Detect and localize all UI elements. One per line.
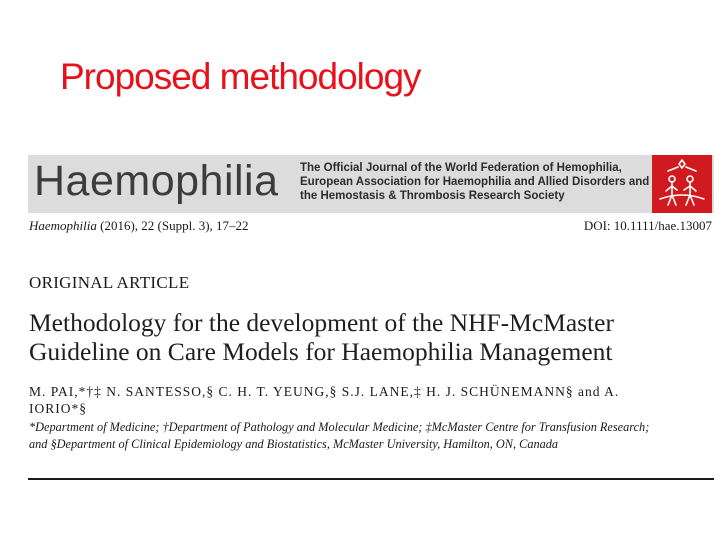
affiliations bbox=[29, 419, 649, 453]
article-title-line: Methodology for the development of the NHF-McMaster bbox=[29, 308, 614, 337]
citation-journal: Haemophilia bbox=[29, 218, 97, 233]
authors-line: M. PAI,*†‡ N. SANTESSO,§ C. H. T. YEUNG,§ S.J. LANE,‡ H. J. SCHÜNEMANN§ and A. bbox=[29, 384, 620, 399]
slide-title: Proposed methodology bbox=[60, 56, 421, 97]
article-title-line: Guideline on Care Models for Haemophilia Management bbox=[29, 337, 613, 366]
journal-logo-icon bbox=[652, 155, 712, 213]
article-title bbox=[29, 308, 614, 366]
journal-citation bbox=[29, 218, 249, 234]
journal-description-line: The Official Journal of the World Federation of Hemophilia, bbox=[300, 162, 622, 174]
authors-line: IORIO*§ bbox=[29, 401, 87, 416]
divider bbox=[28, 478, 714, 480]
journal-description-line: European Association for Haemophilia and Allied Disorders and bbox=[300, 176, 650, 188]
affiliation-line: *Department of Medicine; †Department of Pathology and Molecular Medicine; ‡McMaster Centre for Transfusion Research; bbox=[29, 420, 650, 434]
article-type: ORIGINAL ARTICLE bbox=[29, 273, 190, 292]
affiliation-line: and §Department of Clinical Epidemiology and Biostatistics, McMaster University, Hamilton, ON, Canada bbox=[29, 437, 559, 451]
journal-banner bbox=[28, 155, 714, 213]
doi: DOI: 10.1111/hae.13007 bbox=[583, 218, 712, 233]
journal-description-line: the Hemostasis & Thrombosis Research Society bbox=[300, 190, 565, 202]
citation-details: (2016), 22 (Suppl. 3), 17–22 bbox=[96, 218, 249, 233]
journal-description bbox=[300, 161, 650, 203]
authors bbox=[29, 383, 619, 417]
journal-name: Haemophilia bbox=[34, 157, 279, 205]
